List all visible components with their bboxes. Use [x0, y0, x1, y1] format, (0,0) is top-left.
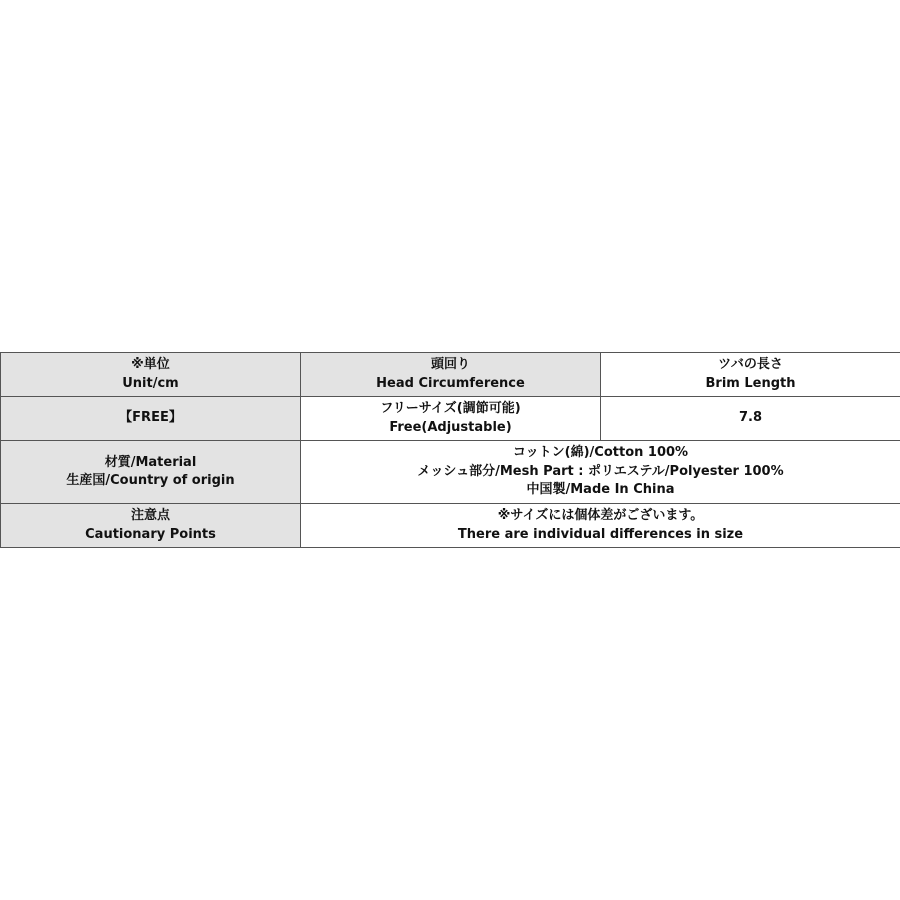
caution-label-jp: 注意点 [130, 508, 170, 523]
head-circumference-header-jp: 頭回り [430, 357, 470, 372]
caution-value-en: There are individual differences in size [457, 526, 744, 542]
caution-label-en: Cautionary Points [85, 526, 216, 542]
size-spec-table [0, 352, 900, 548]
country-of-origin-value: 中国製/Made In China [526, 482, 675, 498]
size-label: 【FREE】 [119, 410, 182, 426]
caution-value-jp: ※サイズには個体差がございます。 [497, 508, 704, 523]
material-row [1, 441, 900, 504]
brim-length-header-en: Brim Length [705, 375, 796, 391]
size-label-cell [1, 397, 301, 441]
material-label: 材質/Material [104, 454, 197, 470]
head-circumference-value-jp: フリーサイズ(調節可能) [380, 401, 521, 416]
caution-label-cell [1, 504, 301, 548]
size-row [1, 397, 900, 441]
head-circumference-header-en: Head Circumference [376, 375, 525, 391]
caution-row [1, 504, 900, 548]
unit-header-cell [1, 353, 301, 397]
brim-length-header-cell [601, 353, 900, 397]
caution-value-cell [301, 504, 900, 548]
unit-header-jp: ※単位 [131, 357, 170, 372]
table-header-row [1, 353, 900, 397]
country-of-origin-label: 生産国/Country of origin [66, 473, 235, 488]
material-value-cell [301, 441, 900, 504]
material-mesh-value: メッシュ部分/Mesh Part : ポリエステル/Polyester 100% [417, 463, 784, 479]
head-circumference-value-en: Free(Adjustable) [389, 419, 512, 435]
unit-header-en: Unit/cm [122, 375, 179, 391]
head-circumference-header-cell [301, 353, 601, 397]
material-label-cell [1, 441, 301, 504]
material-cotton-value: コットン(綿)/Cotton 100% [512, 445, 689, 461]
brim-length-value: 7.8 [738, 410, 763, 426]
brim-length-header-jp: ツバの長さ [718, 357, 783, 372]
head-circumference-value-cell [301, 397, 601, 441]
brim-length-value-cell [601, 397, 900, 441]
